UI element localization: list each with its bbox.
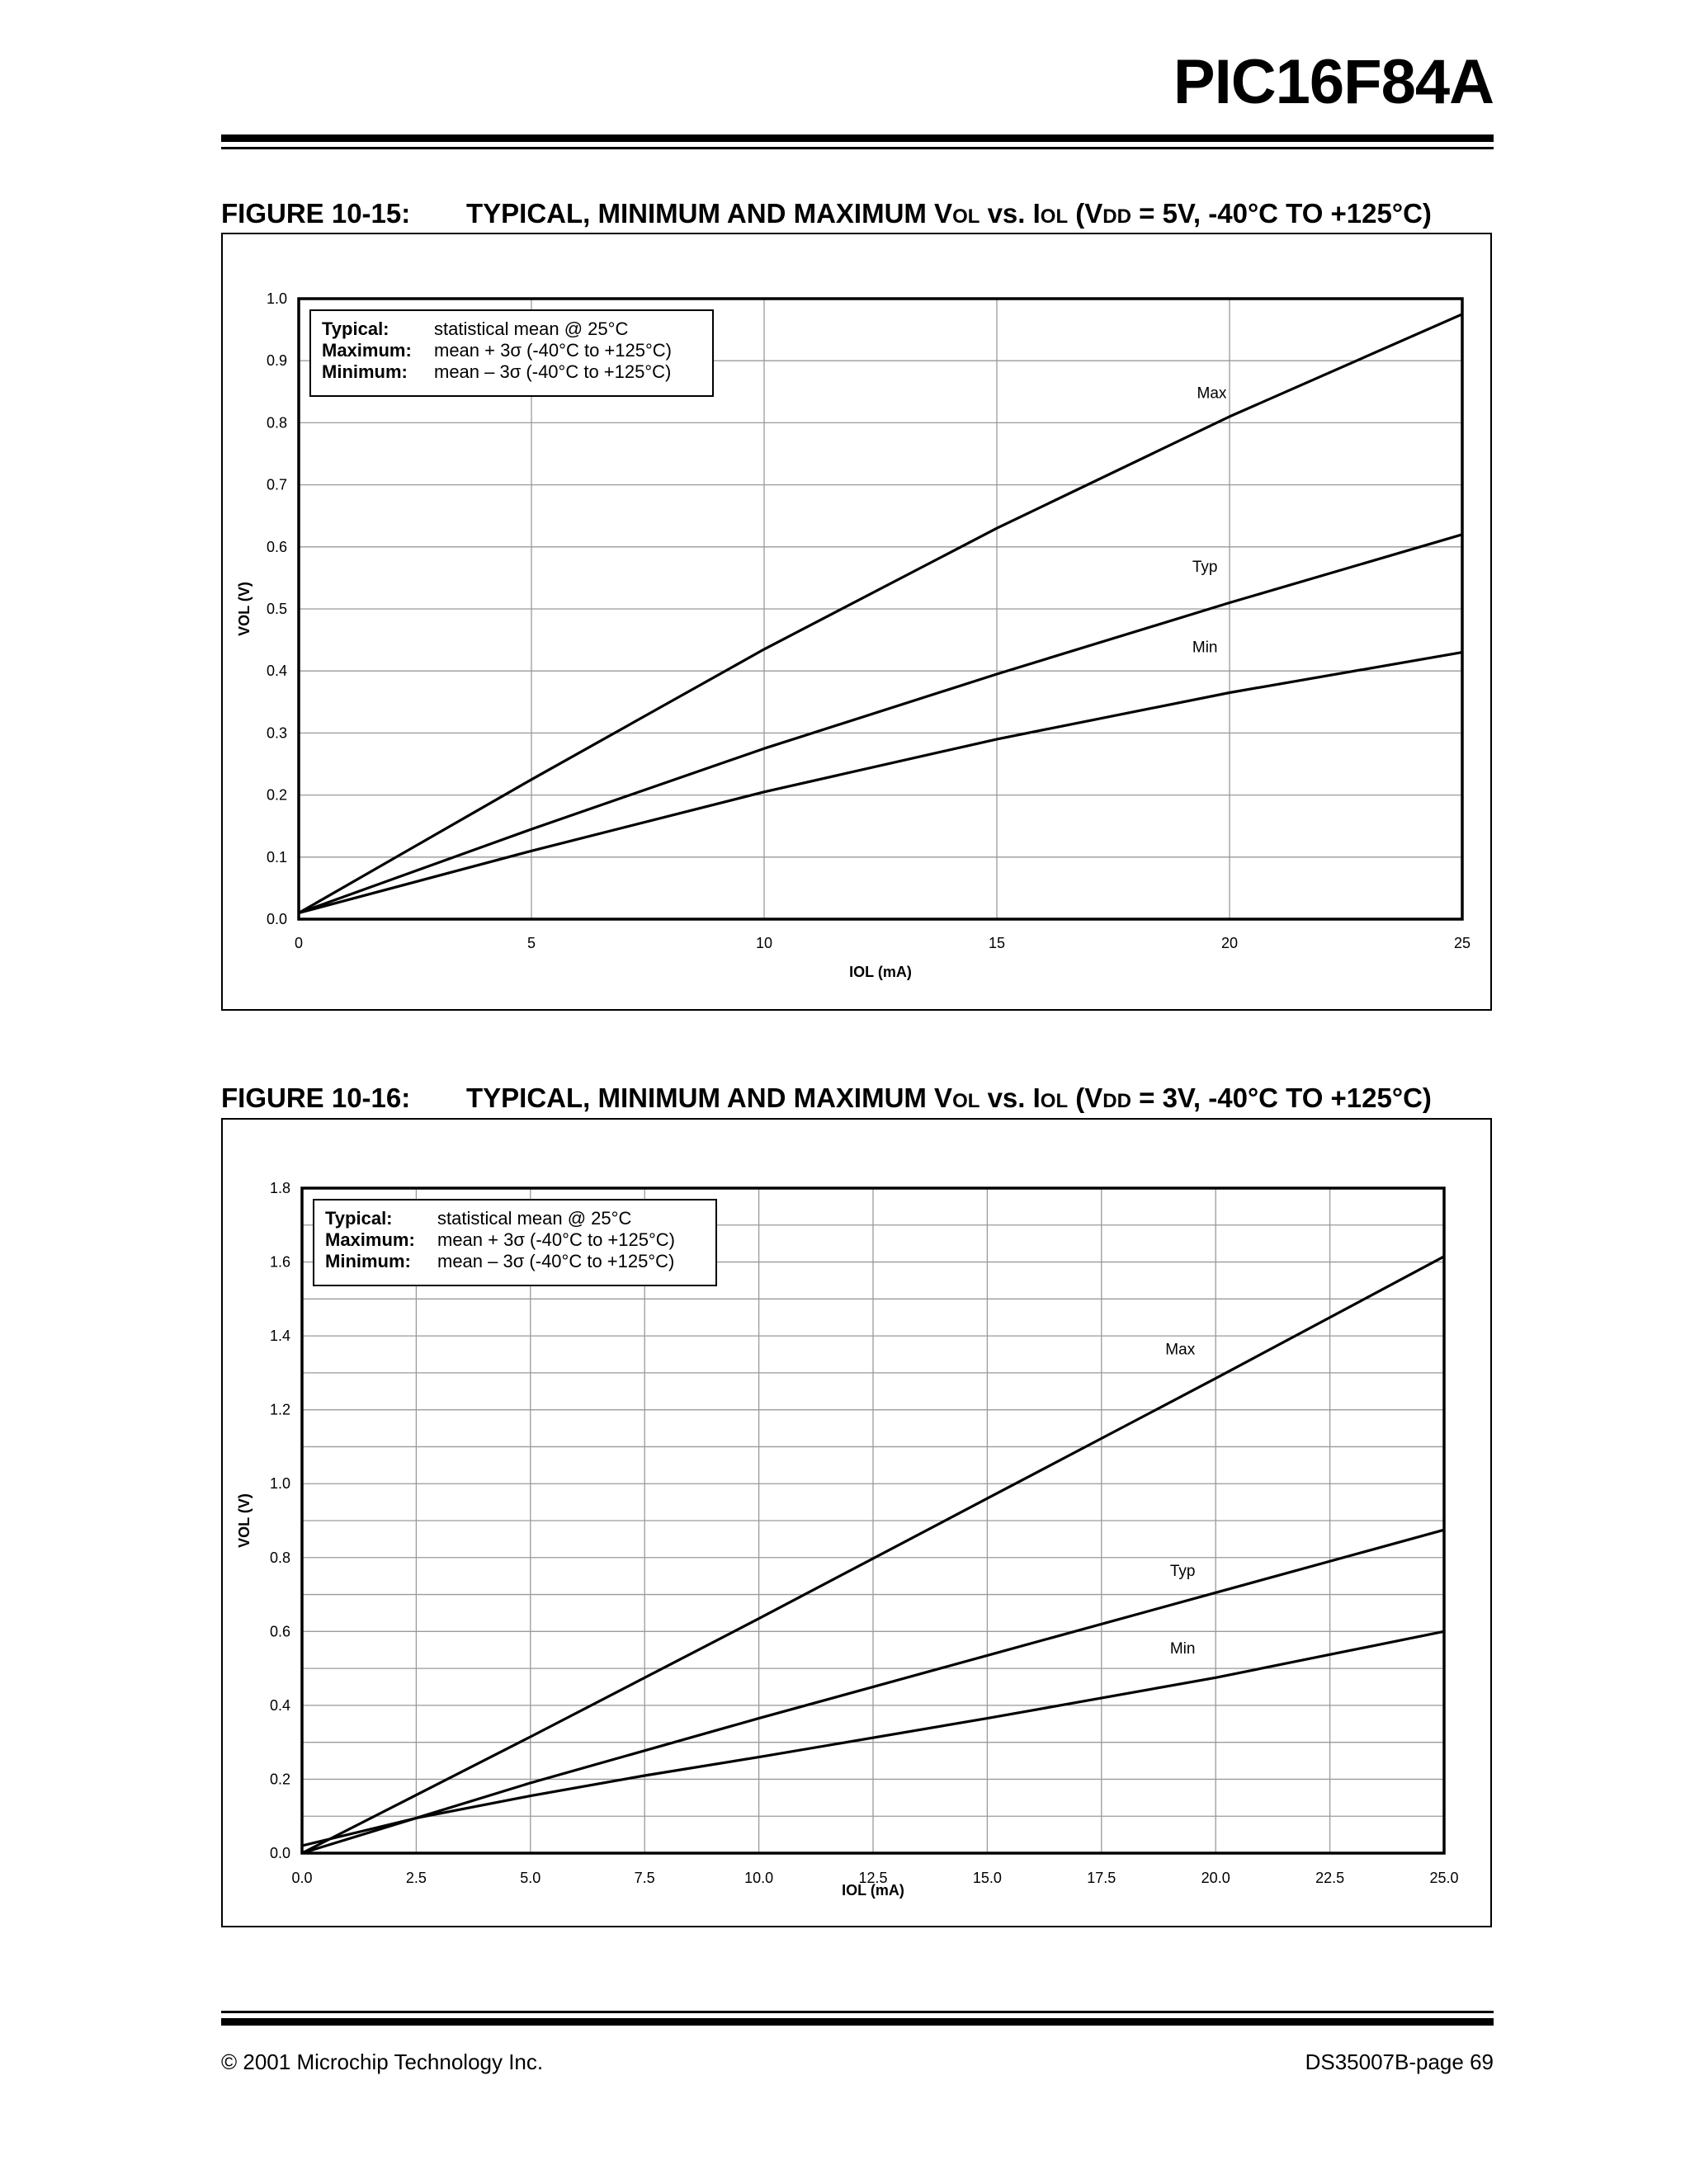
x-tick-label: 25.0 (1429, 1870, 1459, 1886)
y-axis-title: VOL (V) (236, 1493, 253, 1548)
figure-frame-2 (221, 1118, 1492, 1927)
legend-text: statistical mean @ 25°C (437, 1208, 632, 1229)
figure-caption-1 (221, 198, 1432, 229)
legend (310, 310, 713, 396)
x-tick-label: 0.0 (291, 1870, 313, 1886)
y-axis-title: VOL (V) (236, 582, 253, 636)
y-tick-label: 0.0 (266, 911, 287, 927)
y-tick-label: 1.0 (266, 290, 287, 307)
figure-frame-1 (221, 233, 1492, 1011)
y-tick-label: 0.6 (269, 1623, 290, 1640)
figure-number-1: FIGURE 10-15: (221, 198, 411, 229)
header-rule-thick (221, 134, 1494, 142)
series-label-max: Max (1197, 384, 1227, 403)
y-tick-label: 0.8 (269, 1549, 290, 1566)
y-tick-label: 0.4 (269, 1696, 290, 1714)
y-tick-label: 1.6 (269, 1253, 290, 1271)
chart-vol-vs-iol-5v (223, 234, 1490, 1009)
grid (302, 1188, 1444, 1853)
legend-key: Minimum: (322, 361, 408, 382)
legend-text: mean + 3σ (-40°C to +125°C) (434, 340, 672, 361)
x-axis-title: IOL (mA) (849, 964, 912, 980)
x-tick-label: 15 (988, 935, 1006, 951)
legend (314, 1200, 716, 1285)
series-label-min: Min (1169, 1640, 1196, 1658)
legend-text: mean – 3σ (-40°C to +125°C) (437, 1251, 675, 1271)
x-tick-label: 25 (1453, 935, 1471, 951)
x-tick-label: 20.0 (1201, 1870, 1230, 1886)
series-label-min: Min (1192, 639, 1218, 657)
y-tick-label: 1.0 (269, 1475, 290, 1493)
document-title: PIC16F84A (1173, 47, 1494, 117)
x-axis-title: IOL (mA) (842, 1882, 904, 1899)
y-tick-label: 0.8 (266, 414, 287, 432)
legend-text: mean + 3σ (-40°C to +125°C) (437, 1229, 675, 1250)
series-label-max: Max (1165, 1341, 1196, 1359)
legend-key: Maximum: (325, 1229, 415, 1250)
x-tick-label: 20 (1220, 935, 1239, 951)
figure-title-1: TYPICAL, MINIMUM AND MAXIMUM VOL vs. IOL (VDD = 5V, -40°C TO +125°C) (466, 198, 1432, 229)
x-tick-label: 22.5 (1315, 1870, 1345, 1886)
y-tick-label: 1.4 (269, 1328, 290, 1345)
y-tick-label: 0.0 (269, 1845, 290, 1861)
series-label-typ: Typ (1192, 558, 1218, 576)
x-tick-label: 12.5 (858, 1870, 888, 1886)
legend-key: Minimum: (325, 1251, 411, 1271)
footer-page-number: DS35007B-page 69 (1305, 2050, 1494, 2074)
y-tick-label: 0.7 (266, 476, 287, 493)
x-tick-label: 17.5 (1087, 1870, 1116, 1886)
y-tick-label: 0.3 (266, 724, 287, 742)
x-tick-label: 10.0 (744, 1870, 774, 1886)
x-tick-label: 5 (526, 935, 536, 951)
chart-vol-vs-iol-3v (223, 1120, 1490, 1926)
y-tick-label: 0.4 (266, 663, 287, 680)
y-tick-label: 1.8 (269, 1180, 290, 1196)
series-line-typ (299, 535, 1462, 913)
y-tick-label: 0.1 (266, 848, 287, 866)
y-tick-label: 0.2 (266, 786, 287, 804)
series-line-max (299, 314, 1462, 913)
figure-caption-2 (221, 1083, 1432, 1114)
figure-number-2: FIGURE 10-16: (221, 1083, 411, 1113)
header-rule-thin (221, 147, 1494, 149)
x-tick-label: 7.5 (634, 1870, 655, 1886)
series-label-typ: Typ (1169, 1563, 1196, 1581)
legend-key: Maximum: (322, 340, 412, 361)
y-tick-label: 1.2 (269, 1401, 290, 1418)
legend-key: Typical: (322, 318, 389, 339)
x-tick-label: 0 (294, 935, 304, 951)
y-tick-label: 0.6 (266, 538, 287, 555)
legend-key: Typical: (325, 1208, 393, 1229)
footer-rule-thin (221, 2011, 1494, 2013)
y-tick-label: 0.5 (266, 601, 287, 617)
x-tick-label: 5.0 (520, 1870, 541, 1886)
footer-rule-thick (221, 2018, 1494, 2026)
footer-copyright: © 2001 Microchip Technology Inc. (221, 2050, 544, 2074)
y-tick-label: 0.2 (269, 1771, 290, 1788)
figure-title-2: TYPICAL, MINIMUM AND MAXIMUM VOL vs. IOL (VDD = 3V, -40°C TO +125°C) (466, 1083, 1432, 1113)
x-tick-label: 2.5 (405, 1870, 427, 1886)
series-line-min (299, 653, 1462, 913)
y-tick-label: 0.9 (266, 352, 287, 370)
x-tick-label: 15.0 (972, 1870, 1002, 1886)
legend-text: mean – 3σ (-40°C to +125°C) (434, 361, 672, 382)
legend-text: statistical mean @ 25°C (434, 318, 629, 339)
x-tick-label: 10 (755, 935, 773, 951)
